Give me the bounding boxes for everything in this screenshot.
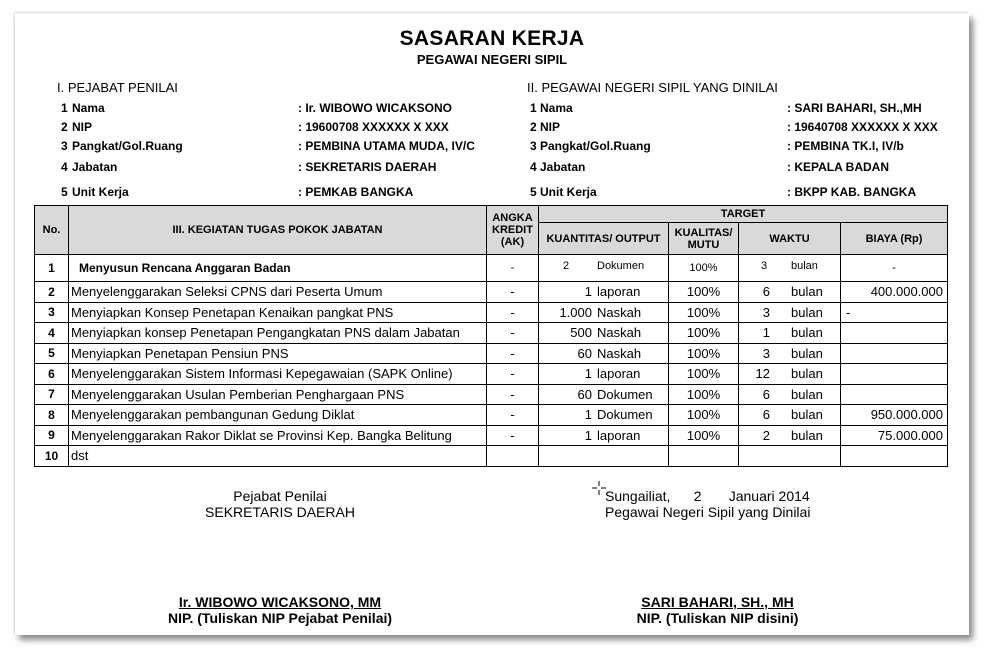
- cell-kualitas: [669, 446, 739, 467]
- cell-kegiatan: Menyiapkan Penetapan Pensiun PNS: [69, 343, 487, 364]
- cell-no: 8: [35, 405, 69, 426]
- field-label: Pangkat/Gol.Ruang: [540, 139, 651, 153]
- cell-biaya: [841, 323, 948, 344]
- document-subtitle: PEGAWAI NEGERI SIPIL: [416, 52, 568, 67]
- cell-kualitas: 100%: [669, 343, 739, 364]
- table-row: [35, 364, 948, 385]
- cell-no: 3: [35, 302, 69, 323]
- cell-angka-kredit: -: [487, 302, 539, 323]
- cell-angka-kredit: -: [487, 425, 539, 446]
- field-number: 4: [61, 160, 68, 174]
- cell-kegiatan: Menyelenggarakan Rakor Diklat se Provinsi Kep. Bangka Belitung: [69, 425, 487, 446]
- table-row: [35, 405, 948, 426]
- field-label: Jabatan: [540, 160, 586, 174]
- field-label: Unit Kerja: [72, 185, 129, 199]
- cell-kuantitas: 1 Dokumen: [539, 405, 669, 426]
- header-target: TARGET: [539, 206, 948, 223]
- cell-biaya: 75.000.000: [841, 425, 948, 446]
- header-angka-kredit: ANGKA KREDIT (AK): [487, 206, 539, 255]
- cell-angka-kredit: -: [487, 405, 539, 426]
- crosshair-cursor-icon: [592, 481, 606, 495]
- cell-waktu: 1 bulan: [739, 323, 841, 344]
- cell-angka-kredit: -: [487, 343, 539, 364]
- cell-kuantitas: 2 Dokumen: [539, 255, 669, 282]
- header-kegiatan: III. KEGIATAN TUGAS POKOK JABATAN: [69, 206, 487, 255]
- cell-biaya: -: [841, 255, 948, 282]
- cell-waktu: 6 bulan: [739, 405, 841, 426]
- cell-waktu: 6 bulan: [739, 282, 841, 303]
- field-label: NIP: [72, 120, 93, 134]
- cell-no: 9: [35, 425, 69, 446]
- cell-waktu: 3 bulan: [739, 302, 841, 323]
- table-row: [35, 282, 948, 303]
- cell-biaya: 400.000.000: [841, 282, 948, 303]
- cell-kegiatan: Menyelenggarakan Seleksi CPNS dari Peserta Umum: [69, 282, 487, 303]
- header-kualitas: KUALITAS/ MUTU: [669, 223, 739, 255]
- header-kuantitas: KUANTITAS/ OUTPUT: [539, 223, 669, 255]
- cell-kualitas: 100%: [669, 302, 739, 323]
- cell-kegiatan: Menyiapkan Konsep Penetapan Kenaikan pangkat PNS: [69, 302, 487, 323]
- table-row: [35, 446, 948, 467]
- cell-waktu: 12 bulan: [739, 364, 841, 385]
- field-label: Pangkat/Gol.Ruang: [72, 139, 183, 153]
- cell-kegiatan: dst: [69, 446, 487, 467]
- field-number: 2: [530, 120, 537, 134]
- table-row: [35, 302, 948, 323]
- cell-angka-kredit: -: [487, 364, 539, 385]
- table-row: [35, 384, 948, 405]
- cell-no: 2: [35, 282, 69, 303]
- cell-kuantitas: 1 laporan: [539, 425, 669, 446]
- document-page: [15, 13, 969, 635]
- header-no: No.: [35, 206, 69, 255]
- cell-kuantitas: 1.000 Naskah: [539, 302, 669, 323]
- cell-kuantitas: 1 laporan: [539, 282, 669, 303]
- cell-kegiatan: Menyelenggarakan Sistem Informasi Kepegawaian (SAPK Online): [69, 364, 487, 385]
- field-value: : SEKRETARIS DAERAH: [298, 160, 437, 174]
- field-value: : BKPP KAB. BANGKA: [787, 185, 917, 199]
- cell-kualitas: 100%: [669, 405, 739, 426]
- field-number: 1: [530, 101, 537, 115]
- cell-angka-kredit: [487, 446, 539, 467]
- cell-kuantitas: 60 Dokumen: [539, 384, 669, 405]
- table-row: [35, 323, 948, 344]
- table-row: [35, 343, 948, 364]
- cell-angka-kredit: -: [487, 255, 539, 282]
- cell-angka-kredit: -: [487, 384, 539, 405]
- penilai-signature-title: Pejabat Penilai SEKRETARIS DAERAH: [205, 488, 355, 520]
- cell-waktu: 3 bulan: [739, 255, 841, 282]
- cell-biaya: [841, 364, 948, 385]
- cell-kualitas: 100%: [669, 323, 739, 344]
- place-date: Sungailiat, 2 Januari 2014: [605, 488, 810, 504]
- field-number: 5: [61, 185, 68, 199]
- field-number: 1: [61, 101, 68, 115]
- penilai-heading: I. PEJABAT PENILAI: [57, 80, 178, 95]
- pegawai-heading: II. PEGAWAI NEGERI SIPIL YANG DINILAI: [527, 80, 778, 95]
- field-value: : 19640708 XXXXXX X XXX: [787, 120, 938, 134]
- cell-no: 6: [35, 364, 69, 385]
- field-number: 4: [530, 160, 537, 174]
- field-number: 2: [61, 120, 68, 134]
- cell-kegiatan: Menyiapkan konsep Penetapan Pengangkatan PNS dalam Jabatan: [69, 323, 487, 344]
- cell-biaya: -: [841, 302, 948, 323]
- document-title: SASARAN KERJA: [399, 27, 585, 50]
- cell-kegiatan: Menyelenggarakan Usulan Pemberian Penghargaan PNS: [69, 384, 487, 405]
- cell-kuantitas: 1 laporan: [539, 364, 669, 385]
- cell-angka-kredit: -: [487, 282, 539, 303]
- header-waktu: WAKTU: [739, 223, 841, 255]
- cell-kegiatan: Menyusun Rencana Anggaran Badan: [69, 255, 487, 282]
- pegawai-signature-title: Sungailiat, 2 Januari 2014 Pegawai Negeri Sipil yang Dinilai: [605, 488, 845, 520]
- cell-waktu: 2 bulan: [739, 425, 841, 446]
- cell-waktu: [739, 446, 841, 467]
- field-number: 5: [530, 185, 537, 199]
- cell-no: 10: [35, 446, 69, 467]
- cell-kualitas: 100%: [669, 384, 739, 405]
- field-label: Nama: [540, 101, 573, 115]
- cell-kualitas: 100%: [669, 255, 739, 282]
- kegiatan-table: [34, 205, 948, 467]
- penilai-signature-name: Ir. WIBOWO WICAKSONO, MM NIP. (Tuliskan NIP Pejabat Penilai): [167, 594, 393, 626]
- field-number: 3: [530, 139, 537, 153]
- cell-kegiatan: Menyelenggarakan pembangunan Gedung Diklat: [69, 405, 487, 426]
- field-label: Unit Kerja: [540, 185, 597, 199]
- cell-no: 1: [35, 255, 69, 282]
- cell-biaya: 950.000.000: [841, 405, 948, 426]
- cell-biaya: [841, 343, 948, 364]
- table-row: [35, 255, 948, 282]
- cell-waktu: 6 bulan: [739, 384, 841, 405]
- cell-no: 5: [35, 343, 69, 364]
- field-label: NIP: [540, 120, 561, 134]
- cell-biaya: [841, 384, 948, 405]
- cell-kuantitas: 60 Naskah: [539, 343, 669, 364]
- cell-kuantitas: [539, 446, 669, 467]
- field-value: : PEMBINA TK.I, IV/b: [787, 139, 904, 153]
- table-row: [35, 425, 948, 446]
- field-value: : PEMKAB BANGKA: [298, 185, 414, 199]
- field-value: : PEMBINA UTAMA MUDA, IV/C: [298, 139, 475, 153]
- cell-kuantitas: 500 Naskah: [539, 323, 669, 344]
- cell-biaya: [841, 446, 948, 467]
- pegawai-signature-name: SARI BAHARI, SH., MH NIP. (Tuliskan NIP disini): [636, 594, 799, 626]
- cell-kualitas: 100%: [669, 364, 739, 385]
- field-value: : KEPALA BADAN: [787, 160, 889, 174]
- field-label: Jabatan: [72, 160, 118, 174]
- cell-kualitas: 100%: [669, 282, 739, 303]
- cell-angka-kredit: -: [487, 323, 539, 344]
- field-number: 3: [61, 139, 68, 153]
- cell-no: 4: [35, 323, 69, 344]
- field-label: Nama: [72, 101, 105, 115]
- cell-waktu: 3 bulan: [739, 343, 841, 364]
- field-value: : Ir. WIBOWO WICAKSONO: [298, 101, 452, 115]
- field-value: : 19600708 XXXXXX X XXX: [298, 120, 449, 134]
- cell-kualitas: 100%: [669, 425, 739, 446]
- header-biaya: BIAYA (Rp): [841, 223, 948, 255]
- cell-no: 7: [35, 384, 69, 405]
- field-value: : SARI BAHARI, SH.,MH: [787, 101, 922, 115]
